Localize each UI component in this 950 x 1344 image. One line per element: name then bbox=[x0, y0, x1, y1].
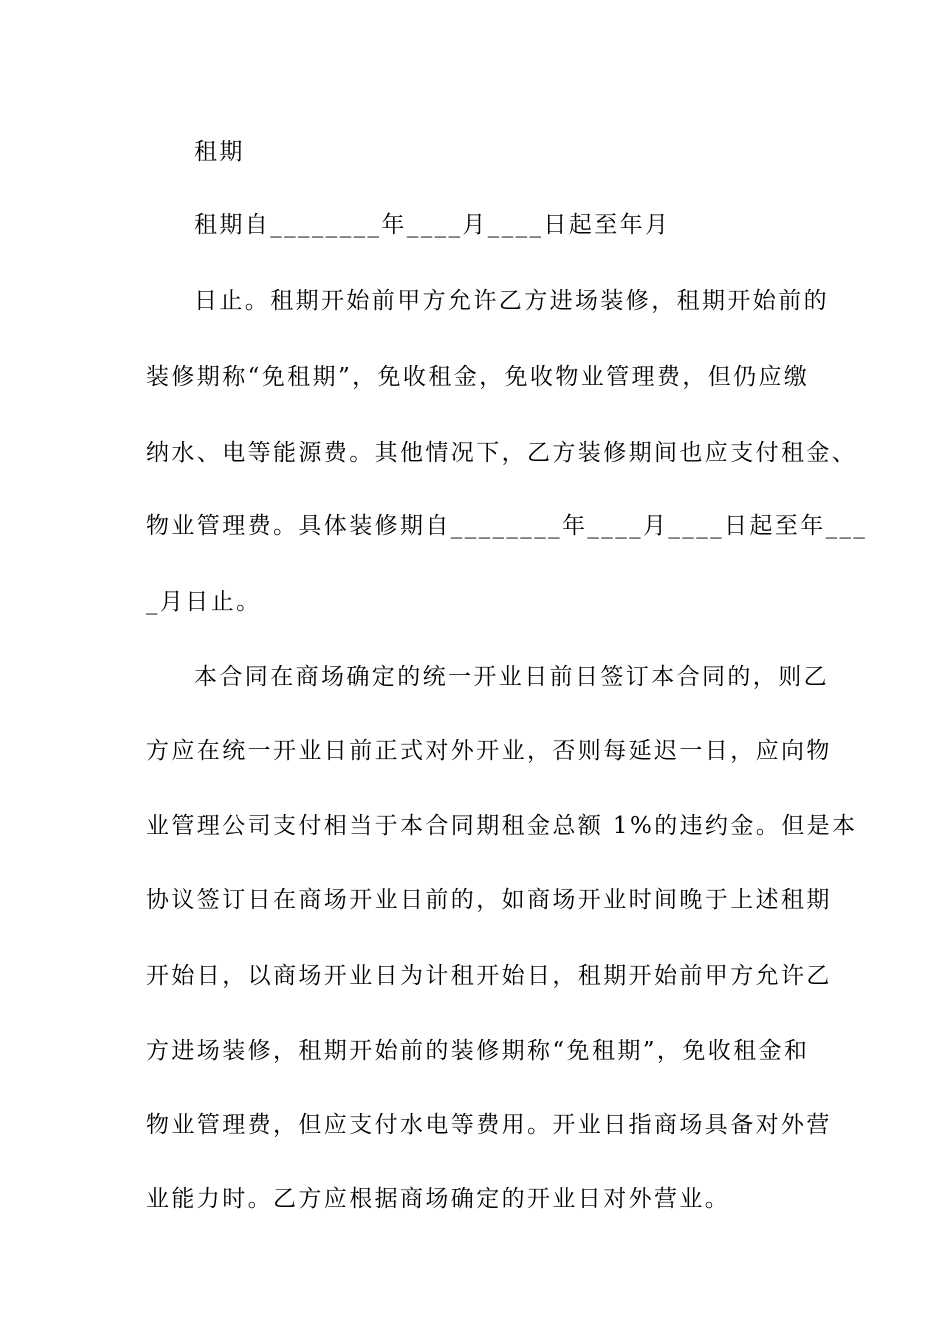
section-heading: 租期 bbox=[194, 139, 245, 165]
paragraph-line: 本合同在商场确定的统一开业日前日签订本合同的，则乙 bbox=[194, 664, 829, 690]
paragraph-line: 协议签订日在商场开业日前的，如商场开业时间晚于上述租期 bbox=[146, 887, 832, 913]
paragraph-line: 开始日，以商场开业日为计租开始日，租期开始前甲方允许乙 bbox=[146, 963, 832, 989]
paragraph-line: 租期自________年____月____日起至年月 bbox=[194, 212, 671, 238]
paragraph-line: 纳水、电等能源费。其他情况下，乙方装修期间也应支付租金、 bbox=[146, 440, 858, 466]
paragraph-line: 方进场装修，租期开始前的装修期称“免租期”，免收租金和 bbox=[146, 1038, 810, 1064]
paragraph-line: 日止。租期开始前甲方允许乙方进场装修，租期开始前的 bbox=[194, 288, 829, 314]
paragraph-line: 业管理公司支付相当于本合同期租金总额 1%的违约金。但是本 bbox=[146, 813, 858, 839]
paragraph-line: 物业管理费。具体装修期自________年____月____日起至年___ bbox=[146, 513, 868, 539]
paragraph-line: 业能力时。乙方应根据商场确定的开业日对外营业。 bbox=[146, 1186, 731, 1212]
paragraph-line: _月日止。 bbox=[146, 589, 262, 615]
paragraph-line: 装修期称“免租期”，免收租金，免收物业管理费，但仍应缴 bbox=[146, 364, 810, 390]
paragraph-line: 方应在统一开业日前正式对外开业，否则每延迟一日，应向物 bbox=[146, 738, 832, 764]
paragraph-line: 物业管理费，但应支付水电等费用。开业日指商场具备对外营 bbox=[146, 1112, 832, 1138]
